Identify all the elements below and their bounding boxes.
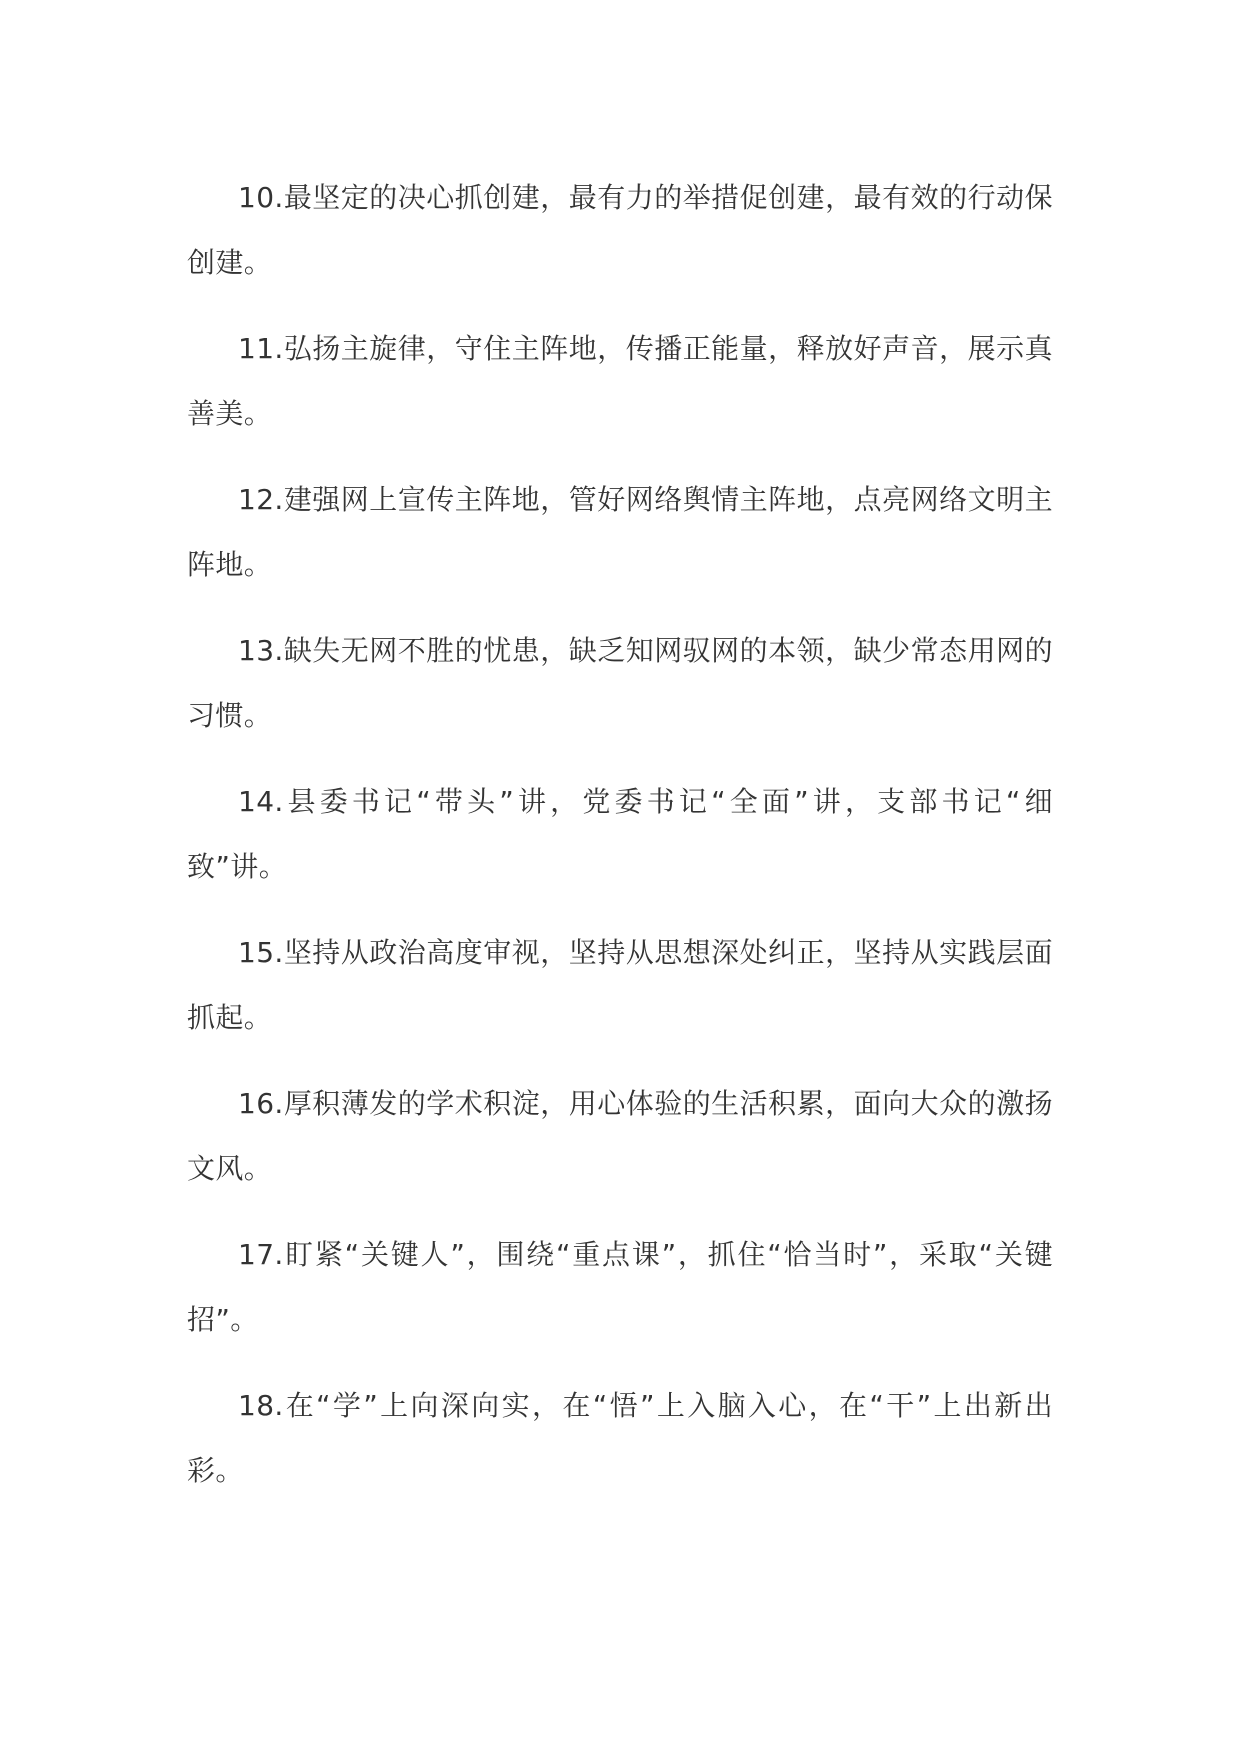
document-body [187,165,1053,1524]
paragraph-15: 15.坚持从政治高度审视，坚持从思想深处纠正，坚持从实践层面抓起。 [187,936,1053,1034]
paragraph-11: 11.弘扬主旋律，守住主阵地，传播正能量，释放好声音，展示真善美。 [187,332,1053,430]
paragraph-17: 17.盯紧“关键人”，围绕“重点课”，抓住“恰当时”，采取“关键招”。 [187,1238,1053,1336]
paragraph-10: 10.最坚定的决心抓创建，最有力的举措促创建，最有效的行动保创建。 [187,181,1053,279]
paragraph-18: 18.在“学”上向深向实，在“悟”上入脑入心，在“干”上出新出彩。 [187,1389,1053,1487]
paragraph-13: 13.缺失无网不胜的忧患，缺乏知网驭网的本领，缺少常态用网的习惯。 [187,634,1053,732]
paragraph-12: 12.建强网上宣传主阵地，管好网络舆情主阵地，点亮网络文明主阵地。 [187,483,1053,581]
paragraph-14: 14.县委书记“带头”讲，党委书记“全面”讲，支部书记“细致”讲。 [187,785,1053,883]
paragraph-16: 16.厚积薄发的学术积淀，用心体验的生活积累，面向大众的激扬文风。 [187,1087,1053,1185]
